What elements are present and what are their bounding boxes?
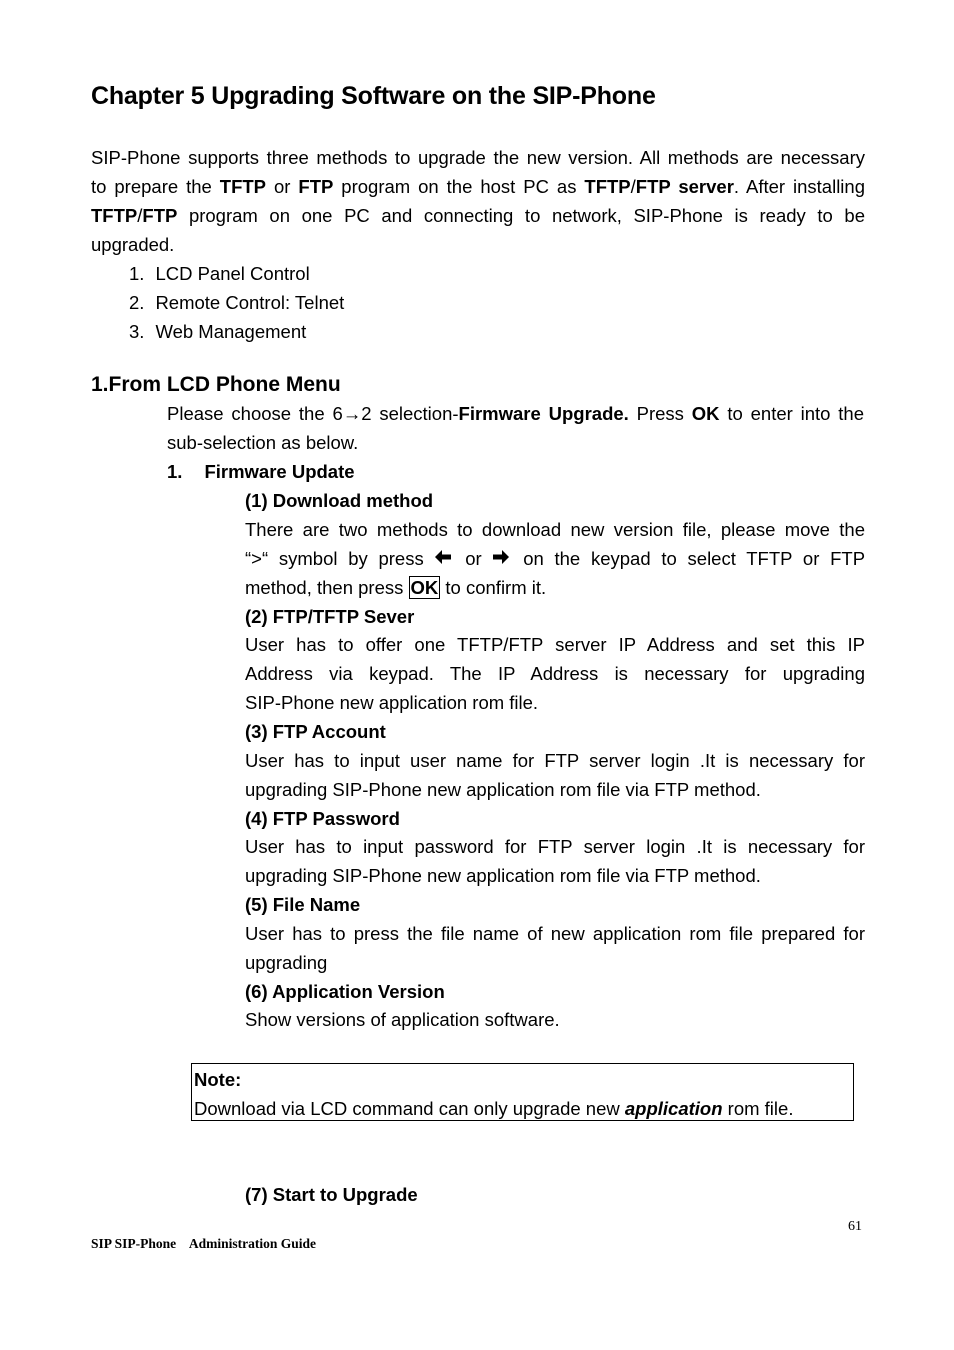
intro-line-4: upgraded. bbox=[91, 234, 175, 255]
item-text: Address via keypad. The IP Address is necessary for upgrading bbox=[245, 663, 865, 684]
list-item: 1. LCD Panel Control bbox=[129, 263, 310, 284]
item-text: SIP-Phone new application rom file. bbox=[245, 692, 539, 713]
item-text: method, then press OK to confirm it. bbox=[245, 577, 547, 598]
item-text: Show versions of application software. bbox=[245, 1009, 560, 1030]
section-intro-line-1: Please choose the 6→2 selection-Firmware Upgrade. Press OK to enter into the bbox=[167, 403, 865, 424]
item-text: upgrading SIP-Phone new application rom file via FTP method. bbox=[245, 865, 761, 886]
section-heading: 1.From LCD Phone Menu bbox=[91, 373, 341, 396]
item-title-application-version: (6) Application Version bbox=[245, 981, 445, 1002]
item-title-download-method: (1) Download method bbox=[245, 490, 434, 511]
footer-guide-title: SIP SIP-Phone Administration Guide bbox=[91, 1236, 317, 1251]
note-text: Download via LCD command can only upgrade new application rom file. bbox=[194, 1098, 794, 1119]
item-text: User has to offer one TFTP/FTP server IP Address and set this IP bbox=[245, 634, 865, 655]
item-title-ftp-account: (3) FTP Account bbox=[245, 721, 386, 742]
list-item: 2. Remote Control: Telnet bbox=[129, 292, 345, 313]
intro-line-3: TFTP/FTP program on one PC and connecting to network, SIP-Phone is ready to be bbox=[91, 205, 865, 226]
item-title-file-name: (5) File Name bbox=[245, 894, 361, 915]
item-title-start-upgrade: (7) Start to Upgrade bbox=[245, 1184, 418, 1205]
section-intro-line-2: sub-selection as below. bbox=[167, 432, 359, 453]
list-item: 3. Web Management bbox=[129, 321, 307, 342]
arrow-right-icon bbox=[492, 544, 512, 573]
item-text: upgrading bbox=[245, 952, 328, 973]
subsection-heading: 1. Firmware Update bbox=[167, 461, 355, 482]
ok-key-label: OK bbox=[410, 577, 439, 598]
item-text: upgrading SIP-Phone new application rom file via FTP method. bbox=[245, 779, 761, 800]
item-text: “>“ symbol by press or on the keypad to select TFTP or FTP bbox=[245, 544, 865, 573]
note-box bbox=[191, 1063, 854, 1121]
item-text: User has to input password for FTP server login .It is necessary for bbox=[245, 836, 865, 857]
arrow-left-icon bbox=[434, 544, 454, 573]
item-text: User has to input user name for FTP server login .It is necessary for bbox=[245, 750, 865, 771]
note-label: Note: bbox=[194, 1069, 242, 1090]
item-text: There are two methods to download new version file, please move the bbox=[245, 519, 865, 540]
page-number: 61 bbox=[848, 1219, 862, 1234]
item-text: User has to press the file name of new application rom file prepared for bbox=[245, 923, 865, 944]
intro-line-1: SIP-Phone supports three methods to upgrade the new version. All methods are necessary bbox=[91, 147, 865, 168]
item-title-ftp-password: (4) FTP Password bbox=[245, 808, 400, 829]
item-title-ftp-tftp-server: (2) FTP/TFTP Sever bbox=[245, 606, 415, 627]
page-title: Chapter 5 Upgrading Software on the SIP-Phone bbox=[91, 82, 656, 110]
intro-line-2: to prepare the TFTP or FTP program on the host PC as TFTP/FTP server. After installing bbox=[91, 176, 865, 197]
